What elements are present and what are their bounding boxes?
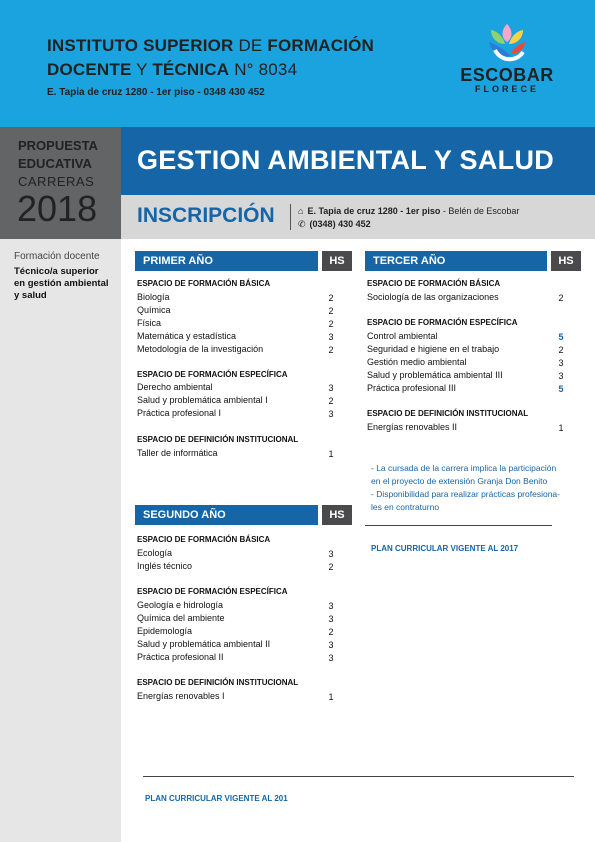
note-line: en el proyecto de extensión Granja Don Benito (371, 476, 548, 486)
subject-name: Salud y problemática ambiental III (367, 370, 503, 380)
subject-name: Biología (137, 292, 170, 302)
subject-name: Metodología de la investigación (137, 344, 264, 354)
note-line: - Disponibilidad para realizar prácticas profesiona- (371, 489, 560, 499)
institute-address: E. Tapia de cruz 1280 - 1er piso - 0348 430 452 (47, 87, 265, 98)
institute-name-part: INSTITUTO SUPERIOR (47, 36, 234, 55)
subject-hours: 2 (328, 562, 334, 572)
left-sidebar (0, 239, 121, 842)
subject-name: Salud y problemática ambiental II (137, 639, 271, 649)
primer-ano-header: PRIMER AÑO (135, 251, 318, 271)
subject-hours: 5 (558, 332, 564, 342)
subject-name: Gestión medio ambiental (367, 357, 467, 367)
subject-name: Sociología de las organizaciones (367, 292, 499, 302)
section-title: ESPACIO DE FORMACIÓN BÁSICA (137, 535, 271, 544)
plan-curricular-label: PLAN CURRICULAR VIGENTE AL 201 (145, 794, 288, 803)
hs-header: HS (322, 251, 352, 271)
subject-hours: 5 (558, 384, 564, 394)
subject-hours: 3 (328, 653, 334, 663)
inscripcion-phone (298, 219, 371, 230)
subject-name: Energías renovables I (137, 691, 225, 701)
address-bold: E. Tapia de cruz 1280 - 1er piso (307, 206, 441, 216)
subject-hours: 3 (328, 332, 334, 342)
subject-hours: 3 (328, 409, 334, 419)
subject-name: Práctica profesional I (137, 408, 222, 418)
section-title: ESPACIO DE DEFINICIÓN INSTITUCIONAL (137, 678, 299, 687)
subject-name: Matemática y estadística (137, 331, 237, 341)
subject-hours: 3 (328, 549, 334, 559)
subject-hours: 2 (328, 293, 334, 303)
section-title: ESPACIO DE DEFINICIÓN INSTITUCIONAL (137, 435, 299, 444)
institute-name-line2 (47, 60, 297, 80)
subject-hours: 3 (328, 614, 334, 624)
subject-name: Geología e hidrología (137, 600, 224, 610)
tercer-ano-header: TERCER AÑO (365, 251, 547, 271)
section-title: ESPACIO DE DEFINICIÓN INSTITUCIONAL (367, 409, 529, 418)
subject-name: Ecología (137, 548, 173, 558)
institute-number: N° 8034 (229, 60, 298, 79)
escobar-logo (459, 20, 555, 110)
plan-curricular-label: PLAN CURRICULAR VIGENTE AL 2017 (371, 544, 519, 553)
propuesta-label: PROPUESTA (18, 138, 98, 153)
tecnico-line: en gestión ambiental (14, 278, 109, 289)
inscripcion-title: INSCRIPCIÓN (137, 204, 275, 227)
subject-name: Química del ambiente (137, 613, 225, 623)
section-title: ESPACIO DE FORMACIÓN ESPECÍFICA (137, 587, 288, 596)
subject-hours: 3 (558, 358, 564, 368)
page-title: GESTION AMBIENTAL Y SALUD (137, 145, 555, 175)
subject-name: Control ambiental (367, 331, 438, 341)
subject-hours: 3 (328, 383, 334, 393)
divider (143, 776, 574, 777)
section-title: ESPACIO DE FORMACIÓN ESPECÍFICA (137, 370, 288, 379)
institute-name-part: FORMACIÓN (267, 36, 375, 55)
subject-name: Energías renovables II (367, 422, 458, 432)
subject-hours: 2 (328, 396, 334, 406)
subject-hours: 1 (328, 449, 334, 459)
note-line: les en contraturno (371, 502, 440, 512)
subject-name: Epidemología (137, 626, 193, 636)
phone-number: (0348) 430 452 (309, 219, 371, 229)
tecnico-line: y salud (14, 290, 47, 301)
subject-hours: 2 (558, 293, 564, 303)
educativa-label: EDUCATIVA (18, 156, 92, 171)
section-title: ESPACIO DE FORMACIÓN BÁSICA (367, 279, 501, 288)
phone-icon: ✆ (298, 219, 306, 229)
institute-name-part: DE (233, 36, 268, 55)
institute-name-part: Y (131, 60, 153, 79)
subject-name: Taller de informática (137, 448, 218, 458)
tecnico-line: Técnico/a superior (14, 266, 99, 277)
subject-hours: 1 (558, 423, 564, 433)
subject-name: Física (137, 318, 162, 328)
subject-hours: 2 (328, 319, 334, 329)
subject-name: Práctica profesional II (137, 652, 224, 662)
subject-name: Salud y problemática ambiental I (137, 395, 268, 405)
subject-name: Seguridad e higiene en el trabajo (367, 344, 500, 354)
subject-hours: 3 (558, 371, 564, 381)
hs-header: HS (551, 251, 581, 271)
address-rest: - Belén de Escobar (440, 206, 520, 216)
hs-header: HS (322, 505, 352, 525)
subject-hours: 3 (328, 601, 334, 611)
logo-word: ESCOBAR (460, 65, 554, 85)
institute-name-part: TÉCNICA (152, 60, 230, 79)
year-label: 2018 (17, 188, 98, 229)
logo-subtitle: FLORECE (474, 84, 539, 94)
section-title: ESPACIO DE FORMACIÓN BÁSICA (137, 279, 271, 288)
section-title: ESPACIO DE FORMACIÓN ESPECÍFICA (367, 318, 518, 327)
home-icon: ⌂ (298, 206, 304, 216)
subject-name: Derecho ambiental (137, 382, 213, 392)
institute-name-part: DOCENTE (47, 60, 132, 79)
formacion-docente-label: Formación docente (14, 251, 100, 262)
institute-name-line1 (47, 36, 374, 56)
subject-hours: 2 (328, 306, 334, 316)
subject-name: Inglés técnico (137, 561, 193, 571)
subject-hours: 2 (328, 627, 334, 637)
subject-hours: 2 (558, 345, 564, 355)
subject-name: Práctica profesional III (367, 383, 457, 393)
inscripcion-address (298, 206, 519, 216)
subject-hours: 1 (328, 692, 334, 702)
flower-logo-icon (481, 20, 533, 64)
subject-hours: 3 (328, 640, 334, 650)
segundo-ano-header: SEGUNDO AÑO (135, 505, 318, 525)
divider (290, 204, 291, 230)
divider (365, 525, 552, 526)
carreras-label: CARRERAS (18, 174, 95, 189)
subject-name: Química (137, 305, 171, 315)
subject-hours: 2 (328, 345, 334, 355)
note-line: - La cursada de la carrera implica la participación (371, 463, 557, 473)
